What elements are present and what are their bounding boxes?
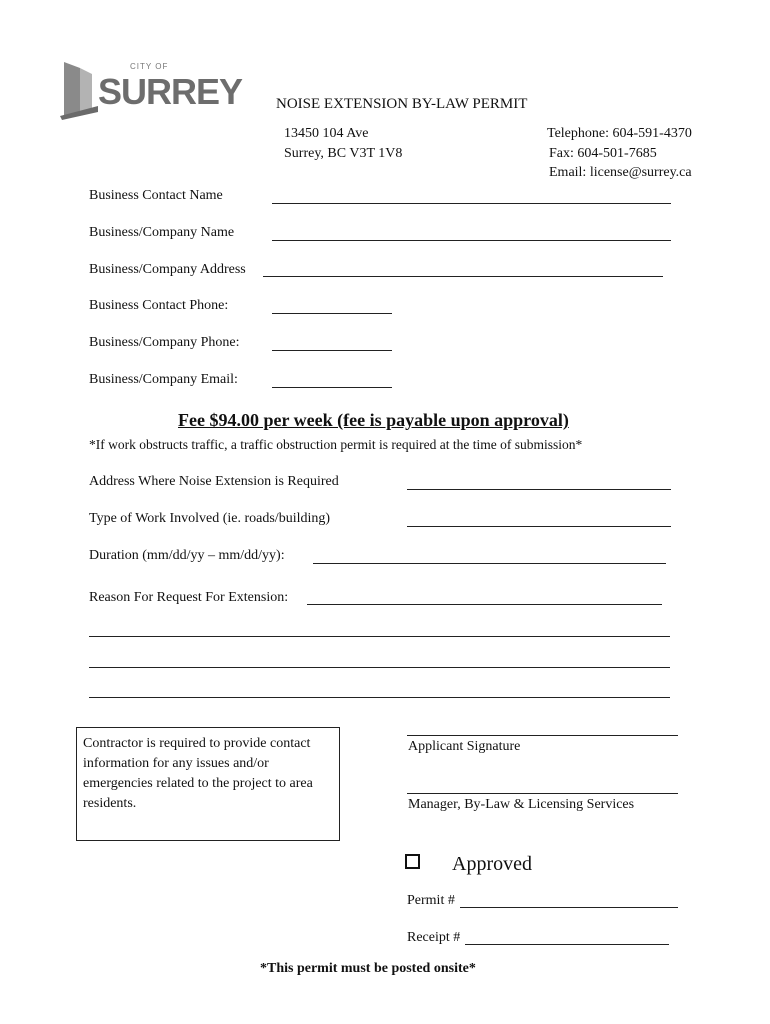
approved-label: Approved xyxy=(452,853,532,875)
reason-line-4[interactable] xyxy=(89,697,670,698)
noise-address-field[interactable] xyxy=(407,489,671,490)
reason-field[interactable] xyxy=(307,604,662,605)
email: Email: license@surrey.ca xyxy=(549,165,692,180)
contractor-note-text: Contractor is required to provide contact information for any issues and/or emergencies related to the project to area residents. xyxy=(83,736,313,811)
business-contact-name-field[interactable] xyxy=(272,203,671,204)
business-company-email-field[interactable] xyxy=(272,387,392,388)
approved-checkbox[interactable] xyxy=(405,854,420,869)
receipt-number-field[interactable] xyxy=(465,944,669,945)
contractor-note-box xyxy=(76,727,340,841)
business-contact-phone-field[interactable] xyxy=(272,313,392,314)
address-line-1: 13450 104 Ave xyxy=(284,126,369,141)
business-company-phone-field[interactable] xyxy=(272,350,392,351)
manager-signature-line[interactable] xyxy=(407,793,678,794)
business-company-phone-label: Business/Company Phone: xyxy=(89,335,240,350)
manager-signature-label: Manager, By-Law & Licensing Services xyxy=(408,797,635,812)
reason-label: Reason For Request For Extension: xyxy=(89,590,289,605)
fax: Fax: 604-501-7685 xyxy=(549,146,657,161)
city-of-surrey-logo xyxy=(58,58,243,122)
telephone: Telephone: 604-591-4370 xyxy=(547,126,692,141)
business-company-email-label: Business/Company Email: xyxy=(89,372,238,387)
posted-onsite-note: *This permit must be posted onsite* xyxy=(260,961,476,976)
page-title: NOISE EXTENSION BY-LAW PERMIT xyxy=(276,96,528,112)
address-line-2: Surrey, BC V3T 1V8 xyxy=(284,146,403,161)
business-contact-name-label: Business Contact Name xyxy=(89,188,223,203)
logo-city-of: CITY OF xyxy=(130,62,169,71)
type-of-work-field[interactable] xyxy=(407,526,671,527)
surrey-logo-icon xyxy=(58,58,102,120)
duration-field[interactable] xyxy=(313,563,666,564)
business-company-name-field[interactable] xyxy=(272,240,671,241)
business-company-address-label: Business/Company Address xyxy=(89,262,246,277)
permit-number-label: Permit # xyxy=(407,893,455,908)
business-company-name-label: Business/Company Name xyxy=(89,225,235,240)
fee-heading: Fee $94.00 per week (fee is payable upon approval) xyxy=(178,410,569,430)
reason-line-2[interactable] xyxy=(89,636,670,637)
applicant-signature-label: Applicant Signature xyxy=(408,739,521,754)
reason-line-3[interactable] xyxy=(89,667,670,668)
logo-surrey: SURREY xyxy=(98,71,243,112)
duration-label: Duration (mm/dd/yy – mm/dd/yy): xyxy=(89,548,285,563)
business-company-address-field[interactable] xyxy=(263,276,663,277)
business-contact-phone-label: Business Contact Phone: xyxy=(89,298,229,313)
traffic-permit-note: *If work obstructs traffic, a traffic obstruction permit is required at the time of submission* xyxy=(89,437,583,452)
receipt-number-label: Receipt # xyxy=(407,930,461,945)
applicant-signature-line[interactable] xyxy=(407,735,678,736)
permit-number-field[interactable] xyxy=(460,907,678,908)
noise-address-label: Address Where Noise Extension is Required xyxy=(89,474,339,489)
type-of-work-label: Type of Work Involved (ie. roads/building) xyxy=(89,511,331,526)
